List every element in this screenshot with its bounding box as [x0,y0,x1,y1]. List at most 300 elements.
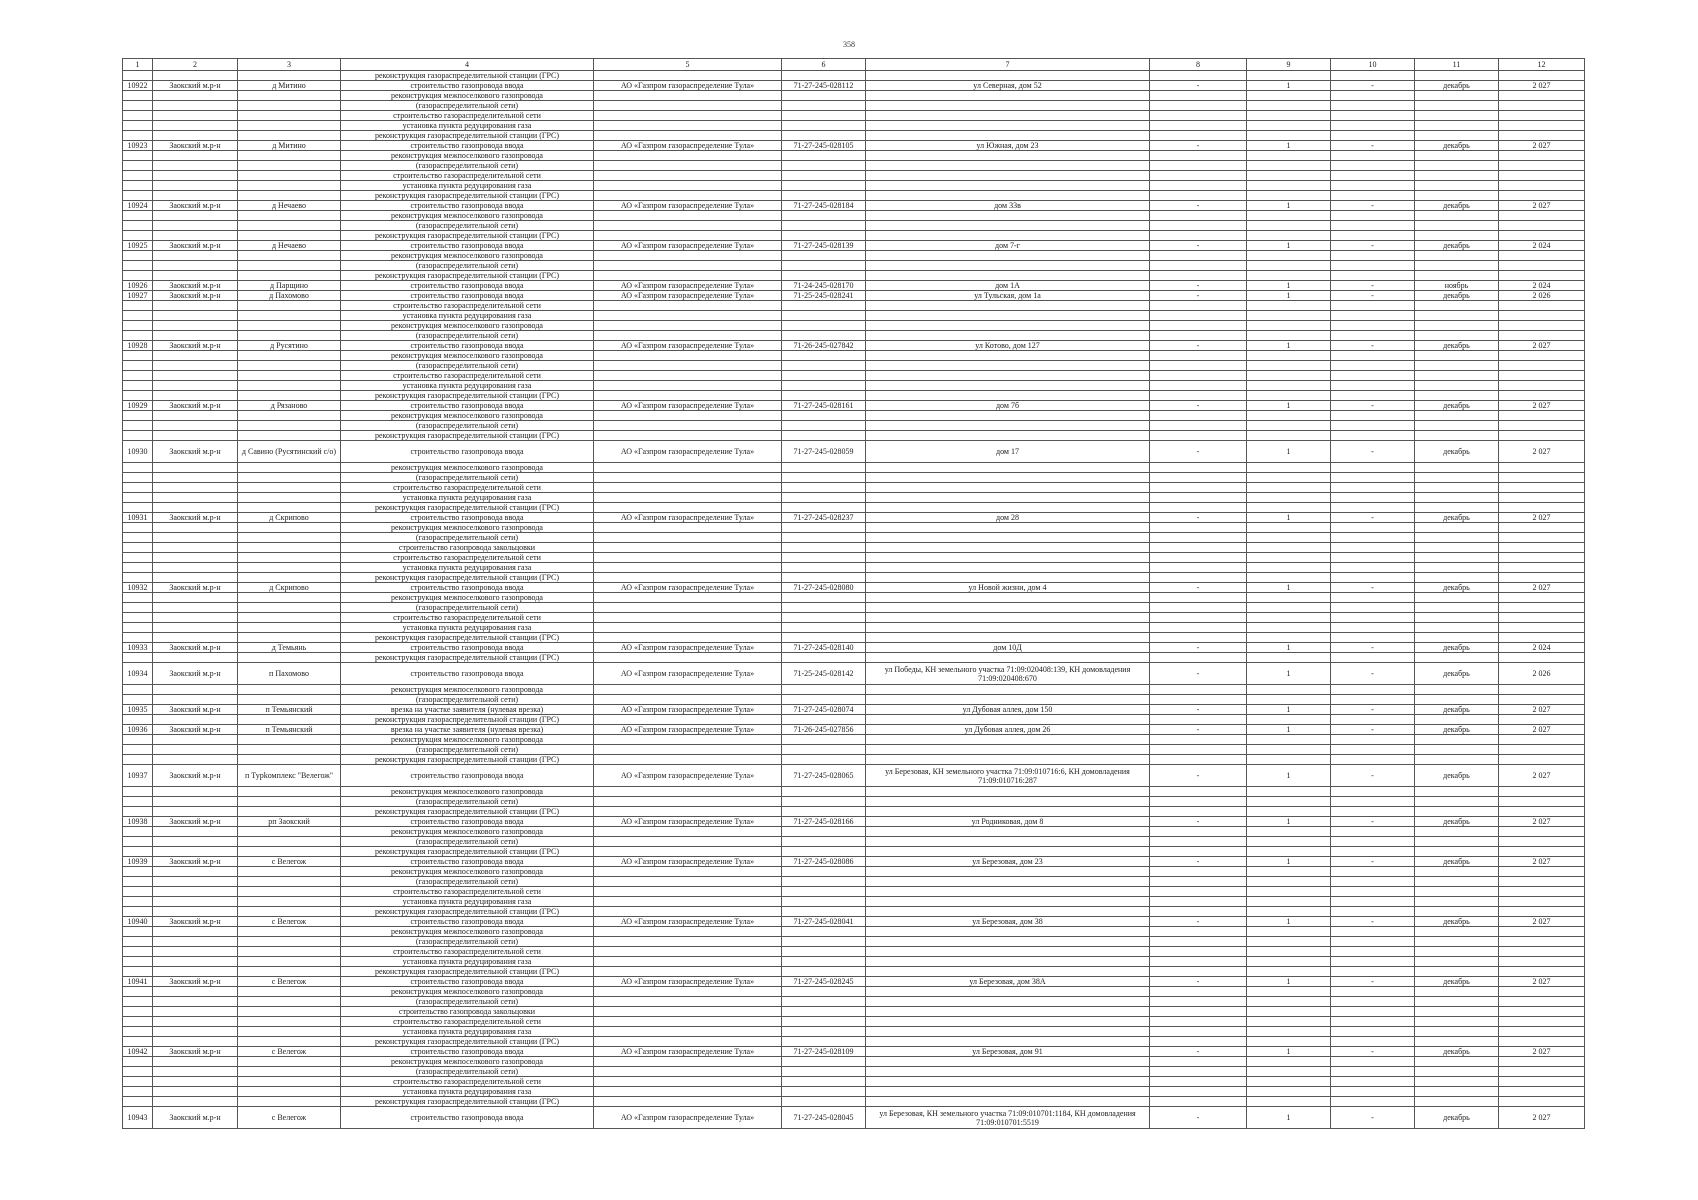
table-cell-col-3: д Скрипово [238,513,341,523]
table-cell-col-4: строительство газораспределительной сети [341,1017,594,1027]
table-cell-col-9 [1247,847,1331,857]
table-cell-col-3 [238,391,341,401]
table-cell-col-7 [866,523,1150,533]
table-cell-col-10 [1331,161,1415,171]
table-cell-col-10: - [1331,141,1415,151]
table-cell-col-10 [1331,755,1415,765]
table-cell-col-4: реконструкция газораспределительной станции (ГРС) [341,1097,594,1107]
table-cell-col-2 [153,735,238,745]
table-cell-col-1 [123,483,153,493]
table-cell-col-2 [153,301,238,311]
table-cell-col-9: 1 [1247,663,1331,685]
table-cell-col-3: д Нечаево [238,241,341,251]
table-row-record [123,765,1585,787]
table-row [123,847,1585,857]
table-cell-col-1 [123,271,153,281]
table-cell-col-6 [782,957,866,967]
table-cell-col-7: дом 17 [866,441,1150,463]
table-cell-col-7 [866,573,1150,583]
table-row [123,371,1585,381]
table-cell-col-7 [866,121,1150,131]
table-cell-col-7 [866,827,1150,837]
table-cell-col-3 [238,797,341,807]
table-cell-col-12: 2 024 [1499,281,1585,291]
table-cell-col-11 [1415,1027,1499,1037]
table-cell-col-6 [782,573,866,583]
table-cell-col-7 [866,907,1150,917]
table-cell-col-8 [1150,603,1247,613]
table-cell-col-8 [1150,371,1247,381]
table-cell-col-1: 10923 [123,141,153,151]
table-cell-col-6 [782,101,866,111]
table-cell-col-10: - [1331,663,1415,685]
table-cell-col-12 [1499,603,1585,613]
table-cell-col-2 [153,633,238,643]
table-row [123,1077,1585,1087]
table-cell-col-12 [1499,867,1585,877]
table-cell-col-10 [1331,1007,1415,1017]
table-cell-col-9 [1247,807,1331,817]
table-cell-col-2 [153,543,238,553]
table-cell-col-6 [782,121,866,131]
table-cell-col-5 [594,161,782,171]
table-cell-col-11 [1415,1057,1499,1067]
table-cell-col-2 [153,251,238,261]
table-cell-col-6 [782,937,866,947]
table-cell-col-3 [238,1057,341,1067]
table-cell-col-9: 1 [1247,81,1331,91]
table-cell-col-4: строительство газопровода ввода [341,857,594,867]
table-cell-col-7 [866,503,1150,513]
table-cell-col-1: 10933 [123,643,153,653]
table-cell-col-8 [1150,483,1247,493]
table-cell-col-11 [1415,807,1499,817]
table-row [123,463,1585,473]
table-cell-col-6 [782,927,866,937]
table-cell-col-9 [1247,91,1331,101]
table-cell-col-11: декабрь [1415,765,1499,787]
table-cell-col-11 [1415,503,1499,513]
table-cell-col-11 [1415,421,1499,431]
table-cell-col-4: реконструкция межпоселкового газопровода [341,787,594,797]
table-cell-col-11 [1415,947,1499,957]
table-cell-col-10: - [1331,583,1415,593]
table-cell-col-2: Заокский м.р-н [153,643,238,653]
table-cell-col-5 [594,1057,782,1067]
table-cell-col-4: реконструкция межпоселкового газопровода [341,151,594,161]
table-cell-col-9: 1 [1247,857,1331,867]
table-cell-col-4: строительство газопровода ввода [341,513,594,523]
table-cell-col-2 [153,171,238,181]
table-cell-col-8 [1150,221,1247,231]
table-cell-col-1 [123,543,153,553]
table-cell-col-8: - [1150,977,1247,987]
table-cell-col-5: АО «Газпром газораспределение Тула» [594,291,782,301]
table-cell-col-11 [1415,987,1499,997]
table-cell-col-2 [153,191,238,201]
table-cell-col-11 [1415,735,1499,745]
table-cell-col-12 [1499,735,1585,745]
table-cell-col-9 [1247,361,1331,371]
table-cell-col-1 [123,261,153,271]
table-cell-col-7 [866,473,1150,483]
table-cell-col-5 [594,807,782,817]
table-cell-col-6: 71-26-245-027856 [782,725,866,735]
table-row [123,493,1585,503]
table-cell-col-1: 10922 [123,81,153,91]
table-cell-col-5: АО «Газпром газораспределение Тула» [594,705,782,715]
table-cell-col-2 [153,1017,238,1027]
table-cell-col-2 [153,887,238,897]
table-cell-col-8 [1150,321,1247,331]
table-cell-col-10 [1331,1077,1415,1087]
table-cell-col-10 [1331,1067,1415,1077]
table-cell-col-12: 2 027 [1499,765,1585,787]
table-row [123,261,1585,271]
table-cell-col-1 [123,101,153,111]
table-cell-col-5 [594,987,782,997]
table-cell-col-12 [1499,907,1585,917]
table-cell-col-8 [1150,533,1247,543]
table-cell-col-10 [1331,463,1415,473]
table-cell-col-5 [594,483,782,493]
table-cell-col-4: реконструкция газораспределительной станции (ГРС) [341,755,594,765]
table-cell-col-10: - [1331,241,1415,251]
table-cell-col-2: Заокский м.р-н [153,663,238,685]
table-cell-col-4: установка пункта редуцирования газа [341,1087,594,1097]
table-cell-col-3: д Парщино [238,281,341,291]
table-cell-col-9 [1247,967,1331,977]
table-cell-col-10 [1331,603,1415,613]
table-cell-col-3 [238,111,341,121]
table-cell-col-5: АО «Газпром газораспределение Тула» [594,201,782,211]
table-cell-col-9 [1247,503,1331,513]
table-cell-col-6 [782,421,866,431]
table-cell-col-11 [1415,633,1499,643]
table-cell-col-4: строительство газораспределительной сети [341,171,594,181]
table-cell-col-2 [153,101,238,111]
table-cell-col-10 [1331,867,1415,877]
table-cell-col-6 [782,867,866,877]
table-cell-col-4: строительство газораспределительной сети [341,947,594,957]
table-cell-col-2: Заокский м.р-н [153,241,238,251]
table-cell-col-2: Заокский м.р-н [153,513,238,523]
table-cell-col-5: АО «Газпром газораспределение Тула» [594,765,782,787]
table-cell-col-4: установка пункта редуцирования газа [341,623,594,633]
table-cell-col-1 [123,1097,153,1107]
table-cell-col-10 [1331,311,1415,321]
table-cell-col-4: реконструкция межпоселкового газопровода [341,321,594,331]
table-cell-col-4: строительство газораспределительной сети [341,483,594,493]
table-row [123,685,1585,695]
table-cell-col-2: Заокский м.р-н [153,817,238,827]
table-cell-col-8 [1150,381,1247,391]
table-cell-col-4: реконструкция межпоселкового газопровода [341,735,594,745]
table-cell-col-4: (газораспределительной сети) [341,473,594,483]
table-cell-col-8 [1150,361,1247,371]
table-cell-col-9 [1247,1037,1331,1047]
table-cell-col-6 [782,171,866,181]
table-cell-col-5: АО «Газпром газораспределение Тула» [594,241,782,251]
table-cell-col-11 [1415,877,1499,887]
table-cell-col-9 [1247,553,1331,563]
table-cell-col-1: 10926 [123,281,153,291]
table-cell-col-5 [594,947,782,957]
table-cell-col-3 [238,431,341,441]
table-cell-col-12 [1499,381,1585,391]
table-cell-col-7: ул Березовая, КН земельного участка 71:09:010701:1184, КН домовладения 71:09:010701:5519 [866,1107,1150,1129]
table-cell-col-12 [1499,633,1585,643]
table-cell-col-8 [1150,431,1247,441]
table-cell-col-11 [1415,321,1499,331]
table-cell-col-8 [1150,837,1247,847]
table-cell-col-5 [594,927,782,937]
table-cell-col-9: 1 [1247,341,1331,351]
table-cell-col-8 [1150,877,1247,887]
table-cell-col-7: дом 10Д [866,643,1150,653]
table-cell-col-3 [238,311,341,321]
table-cell-col-3 [238,927,341,937]
table-cell-col-4: строительство газопровода закольцовки [341,543,594,553]
table-cell-col-7 [866,171,1150,181]
table-cell-col-5 [594,351,782,361]
table-cell-col-4: установка пункта редуцирования газа [341,381,594,391]
table-cell-col-7 [866,755,1150,765]
table-cell-col-1 [123,251,153,261]
table-cell-col-1 [123,181,153,191]
table-cell-col-4: установка пункта редуцирования газа [341,563,594,573]
table-cell-col-7: ул Родниковая, дом 8 [866,817,1150,827]
table-cell-col-8: - [1150,141,1247,151]
table-cell-col-5: АО «Газпром газораспределение Тула» [594,401,782,411]
table-cell-col-5 [594,1007,782,1017]
table-cell-col-7 [866,301,1150,311]
table-cell-col-4: (газораспределительной сети) [341,745,594,755]
table-cell-col-8 [1150,271,1247,281]
table-cell-col-5 [594,311,782,321]
table-cell-col-3: с Велегож [238,857,341,867]
table-cell-col-10 [1331,71,1415,81]
table-cell-col-8 [1150,1067,1247,1077]
table-cell-col-11 [1415,907,1499,917]
table-cell-col-6: 71-27-245-028112 [782,81,866,91]
table-cell-col-4: строительство газопровода ввода [341,1047,594,1057]
table-cell-col-11 [1415,957,1499,967]
table-cell-col-2: Заокский м.р-н [153,857,238,867]
table-cell-col-8 [1150,301,1247,311]
table-cell-col-3 [238,331,341,341]
table-cell-col-6 [782,503,866,513]
table-cell-col-1: 10939 [123,857,153,867]
table-cell-col-11 [1415,251,1499,261]
table-cell-col-9 [1247,745,1331,755]
table-row [123,161,1585,171]
table-cell-col-11: декабрь [1415,725,1499,735]
table-cell-col-10 [1331,877,1415,887]
table-cell-col-8 [1150,473,1247,483]
table-cell-col-8 [1150,633,1247,643]
table-cell-col-8: - [1150,401,1247,411]
table-cell-col-6 [782,161,866,171]
table-cell-col-9: 1 [1247,281,1331,291]
table-row-record [123,857,1585,867]
table-cell-col-3 [238,251,341,261]
table-cell-col-1: 10943 [123,1107,153,1129]
table-cell-col-11 [1415,231,1499,241]
table-cell-col-3 [238,735,341,745]
column-header-1: 1 [123,59,153,71]
table-cell-col-3 [238,1017,341,1027]
table-cell-col-12 [1499,251,1585,261]
table-cell-col-2 [153,957,238,967]
table-cell-col-2: Заокский м.р-н [153,917,238,927]
table-cell-col-10 [1331,493,1415,503]
table-cell-col-11 [1415,431,1499,441]
table-cell-col-8 [1150,101,1247,111]
table-cell-col-5 [594,493,782,503]
table-cell-col-3 [238,745,341,755]
table-cell-col-8 [1150,967,1247,977]
table-cell-col-5: АО «Газпром газораспределение Тула» [594,643,782,653]
table-cell-col-3 [238,827,341,837]
table-cell-col-9 [1247,231,1331,241]
table-cell-col-7: дом 33в [866,201,1150,211]
table-cell-col-4: строительство газопровода ввода [341,201,594,211]
table-cell-col-8 [1150,957,1247,967]
table-cell-col-8 [1150,563,1247,573]
table-cell-col-4: реконструкция межпоселкового газопровода [341,523,594,533]
table-cell-col-4: (газораспределительной сети) [341,837,594,847]
table-cell-col-1 [123,807,153,817]
table-row [123,251,1585,261]
table-row [123,735,1585,745]
column-header-2: 2 [153,59,238,71]
table-row [123,1037,1585,1047]
table-cell-col-12 [1499,1067,1585,1077]
table-cell-col-8 [1150,897,1247,907]
table-cell-col-10 [1331,573,1415,583]
table-cell-col-8 [1150,463,1247,473]
table-cell-col-3 [238,1077,341,1087]
table-cell-col-11 [1415,967,1499,977]
table-cell-col-7 [866,745,1150,755]
table-cell-col-8 [1150,111,1247,121]
table-cell-col-10 [1331,997,1415,1007]
table-cell-col-5: АО «Газпром газораспределение Тула» [594,857,782,867]
table-row [123,473,1585,483]
column-header-5: 5 [594,59,782,71]
table-cell-col-12 [1499,361,1585,371]
table-cell-col-3: с Велегож [238,1107,341,1129]
table-cell-col-11: декабрь [1415,241,1499,251]
table-cell-col-4: реконструкция газораспределительной станции (ГРС) [341,715,594,725]
table-cell-col-9 [1247,493,1331,503]
table-cell-col-4: установка пункта редуцирования газа [341,311,594,321]
table-cell-col-9 [1247,1027,1331,1037]
table-cell-col-10 [1331,301,1415,311]
table-cell-col-4: реконструкция межпоселкового газопровода [341,1057,594,1067]
table-cell-col-5 [594,131,782,141]
table-cell-col-9 [1247,1067,1331,1077]
table-cell-col-12 [1499,797,1585,807]
table-cell-col-8 [1150,421,1247,431]
table-cell-col-8 [1150,927,1247,937]
table-cell-col-10 [1331,151,1415,161]
table-cell-col-1 [123,563,153,573]
table-cell-col-7 [866,1057,1150,1067]
table-cell-col-6 [782,321,866,331]
table-cell-col-1 [123,311,153,321]
table-row [123,543,1585,553]
table-cell-col-11 [1415,463,1499,473]
table-cell-col-8: - [1150,917,1247,927]
table-cell-col-1: 10932 [123,583,153,593]
table-cell-col-3: д Савино (Русятинский с/о) [238,441,341,463]
table-cell-col-8: - [1150,201,1247,211]
table-cell-col-11 [1415,715,1499,725]
table-cell-col-11: декабрь [1415,401,1499,411]
table-cell-col-4: строительство газопровода ввода [341,977,594,987]
table-cell-col-9 [1247,221,1331,231]
table-cell-col-8 [1150,151,1247,161]
table-cell-col-6 [782,1087,866,1097]
table-cell-col-12 [1499,391,1585,401]
table-cell-col-11 [1415,1007,1499,1017]
table-cell-col-2 [153,997,238,1007]
table-cell-col-7: ул Победы, КН земельного участка 71:09:020408:139, КН домовладения 71:09:020408:670 [866,663,1150,685]
table-cell-col-5 [594,593,782,603]
table-cell-col-4: реконструкция газораспределительной станции (ГРС) [341,431,594,441]
table-cell-col-9 [1247,473,1331,483]
table-row [123,1007,1585,1017]
table-cell-col-12 [1499,745,1585,755]
table-cell-col-1 [123,111,153,121]
table-cell-col-8: - [1150,583,1247,593]
table-cell-col-3 [238,837,341,847]
table-row [123,1027,1585,1037]
table-cell-col-7 [866,261,1150,271]
table-cell-col-4: (газораспределительной сети) [341,877,594,887]
table-cell-col-8 [1150,91,1247,101]
table-cell-col-3 [238,483,341,493]
table-cell-col-6 [782,251,866,261]
table-cell-col-3 [238,131,341,141]
table-cell-col-10 [1331,331,1415,341]
table-cell-col-3 [238,221,341,231]
table-cell-col-9 [1247,381,1331,391]
table-cell-col-5 [594,967,782,977]
table-cell-col-2 [153,1037,238,1047]
table-cell-col-3 [238,1037,341,1047]
table-cell-col-4: реконструкция межпоселкового газопровода [341,685,594,695]
table-cell-col-7 [866,411,1150,421]
table-cell-col-10 [1331,787,1415,797]
table-cell-col-4: строительство газопровода ввода [341,817,594,827]
table-cell-col-7 [866,421,1150,431]
table-cell-col-6: 71-25-245-028142 [782,663,866,685]
table-cell-col-8 [1150,827,1247,837]
table-cell-col-6 [782,311,866,321]
table-cell-col-2 [153,231,238,241]
table-cell-col-12: 2 027 [1499,977,1585,987]
table-cell-col-7 [866,613,1150,623]
table-cell-col-3 [238,71,341,81]
table-cell-col-9 [1247,997,1331,1007]
table-cell-col-8 [1150,543,1247,553]
table-row [123,715,1585,725]
table-cell-col-11 [1415,543,1499,553]
table-cell-col-9 [1247,421,1331,431]
